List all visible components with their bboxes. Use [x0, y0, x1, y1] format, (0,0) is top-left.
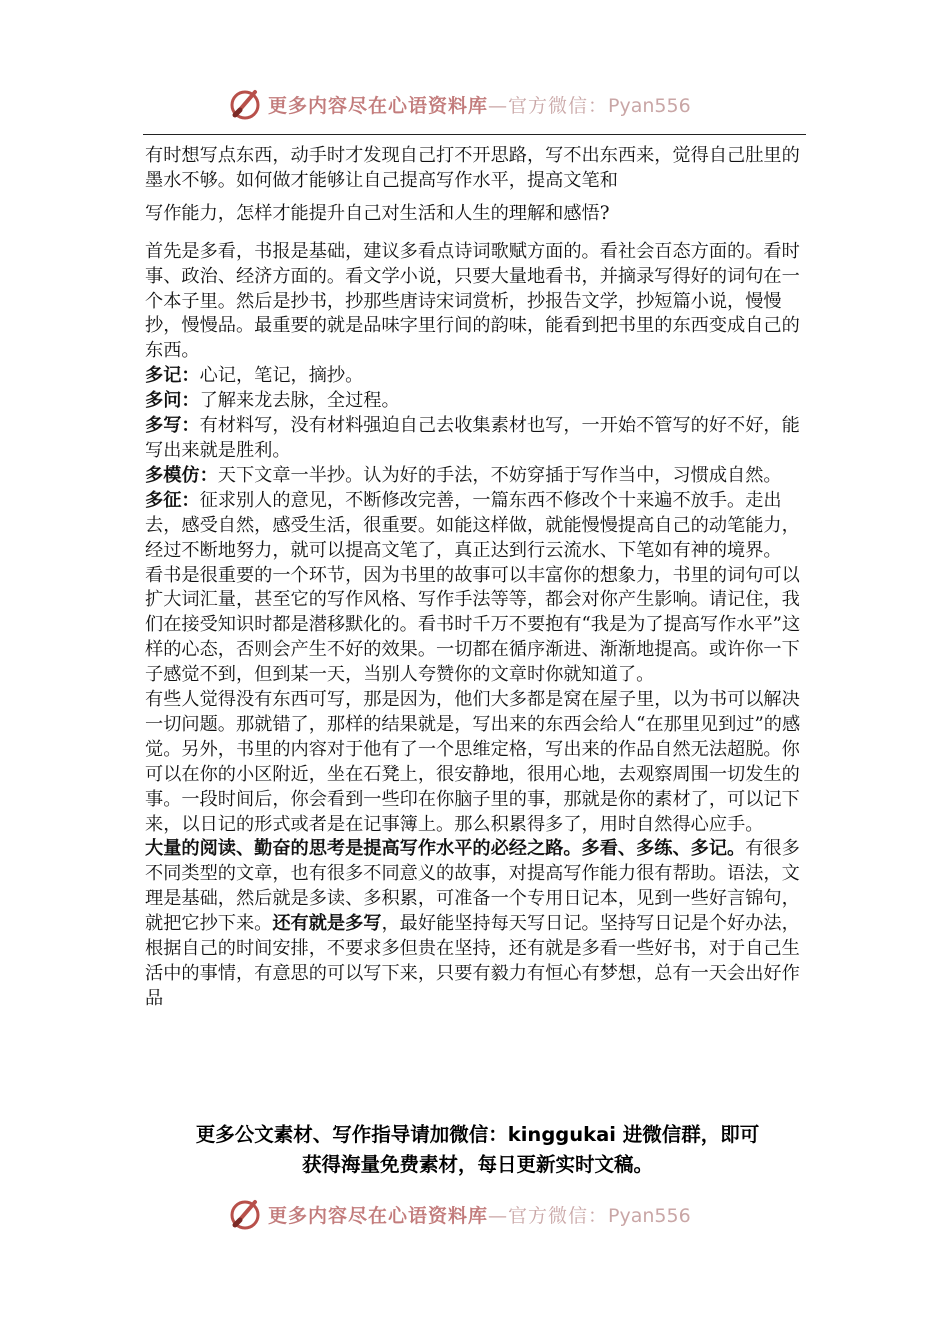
final-text-1: 有很多不同类型的文章，也有很多不同意义的故事，对提高写作能力很有帮助。语法，文理是基础，然后就是多读、多积累，可准备一个专用日记本，见到一些好言锦句，就把它抄下来。 [145, 838, 800, 935]
brush-logo-icon [228, 86, 264, 122]
header-banner-text [268, 91, 691, 118]
header-wechat-id: Pyan556 [608, 94, 691, 117]
tip-text: 天下文章一半抄。认为好的手法，不妨穿插于写作当中，习惯成自然。 [217, 464, 782, 486]
header-banner [228, 84, 748, 124]
tip-text: 征求别人的意见，不断修改完善，一篇东西不修改个十来遍不放手。走出去，感受自然，感受生活，很重要。如能这样做，就能慢慢提高自己的动笔能力，经过不断地努力，就可以提高文笔了，真正达到行云流水、下笔如有神的境界。 [145, 489, 800, 561]
tip-label: 多模仿： [145, 464, 218, 486]
final-bold-2: 还有就是多写 [272, 913, 382, 935]
intro-paragraph-2: 写作能力，怎样才能提升自己对生活和人生的理解和感悟? [145, 202, 610, 224]
header-official-label: 官方微信： [508, 94, 609, 117]
article-body [145, 144, 810, 1012]
header-divider [143, 134, 806, 135]
footer-official-label: 官方微信： [508, 1204, 609, 1227]
tip-text: 有材料写，没有材料强迫自己去收集素材也写，一开始不管写的好不好，能写出来就是胜利。 [145, 415, 800, 461]
paragraph-read-more: 首先是多看，书报是基础，建议多看点诗词歌赋方面的。看社会百态方面的。看时事、政治、经济方面的。看文学小说，只要大量地看书，并摘录写得好的词句在一个本子里。然后是抄书，抄那些唐诗宋词赏析，抄报告文学，抄短篇小说，慢慢抄，慢慢品。最重要的就是品味字里行间的韵味，能看到把书里的东西变成自己的东西。 [145, 240, 800, 362]
promo-notice [145, 1120, 810, 1180]
paragraph-final [145, 837, 810, 1011]
footer-banner-text [268, 1201, 691, 1228]
header-site-name: 更多内容尽在心语资料库 [268, 94, 489, 117]
promo-line-2: 获得海量免费素材，每日更新实时文稿。 [301, 1153, 653, 1176]
final-bold-1: 大量的阅读、勤奋的思考是提高写作水平的必经之路。多看、多练、多记。 [145, 838, 746, 860]
tip-label: 多问： [145, 390, 200, 412]
footer-banner [228, 1194, 748, 1234]
tip-label: 多写： [145, 415, 200, 437]
final-text-2: ，最好能坚持每天写日记。坚持写日记是个好办法，根据自己的时间安排，不要求多但贵在坚持，还有就是多看一些好书，对于自己生活中的事情，有意思的可以写下来，只要有毅力有恒心有梦想，总有一天会出好作品 [145, 913, 800, 1009]
footer-wechat-id: Pyan556 [608, 1204, 691, 1227]
tip-solicit [145, 489, 810, 564]
tip-label: 多征： [145, 489, 200, 511]
tip-remember [145, 364, 810, 389]
intro-paragraph-1: 有时想写点东西，动手时才发现自己打不开思路，写不出东西来，觉得自己肚里的墨水不够。如何做才能够让自己提高写作水平，提高文笔和 [145, 145, 800, 191]
header-dash: — [488, 94, 509, 117]
tip-text: 了解来龙去脉，全过程。 [199, 390, 400, 412]
tip-write [145, 414, 810, 464]
footer-site-name: 更多内容尽在心语资料库 [268, 1204, 489, 1227]
brush-logo-icon [228, 1196, 264, 1232]
footer-dash: — [488, 1204, 509, 1227]
promo-line-1: 更多公文素材、写作指导请加微信：kinggukai 进微信群，即可 [195, 1123, 760, 1146]
tip-text: 心记，笔记，摘抄。 [199, 365, 364, 387]
paragraph-observe: 有些人觉得没有东西可写，那是因为，他们大多都是窝在屋子里，以为书可以解决一切问题。那就错了，那样的结果就是，写出来的东西会给人“在那里见到过”的感觉。另外，书里的内容对于他有了一个思维定格，写出来的作品自然无法超脱。你可以在你的小区附近，坐在石凳上，很安静地，很用心地，去观察周围一切发生的事。一段时间后，你会看到一些印在你脑子里的事，那就是你的素材了，可以记下来，以日记的形式或者是在记事簿上。那么积累得多了，用时自然得心应手。 [145, 689, 801, 835]
tip-ask [145, 389, 810, 414]
paragraph-reading: 看书是很重要的一个环节，因为书里的故事可以丰富你的想象力，书里的词句可以扩大词汇量，甚至它的写作风格、写作手法等等，都会对你产生影响。请记住，我们在接受知识时都是潜移默化的。看书时千万不要抱有“我是为了提高写作水平”这样的心态，否则会产生不好的效果。一切都在循序渐进、渐渐地提高。或许你一下子感觉不到，但到某一天，当别人夸赞你的文章时你就知道了。 [145, 564, 801, 686]
tip-label: 多记： [145, 365, 200, 387]
tip-imitate [145, 464, 810, 489]
